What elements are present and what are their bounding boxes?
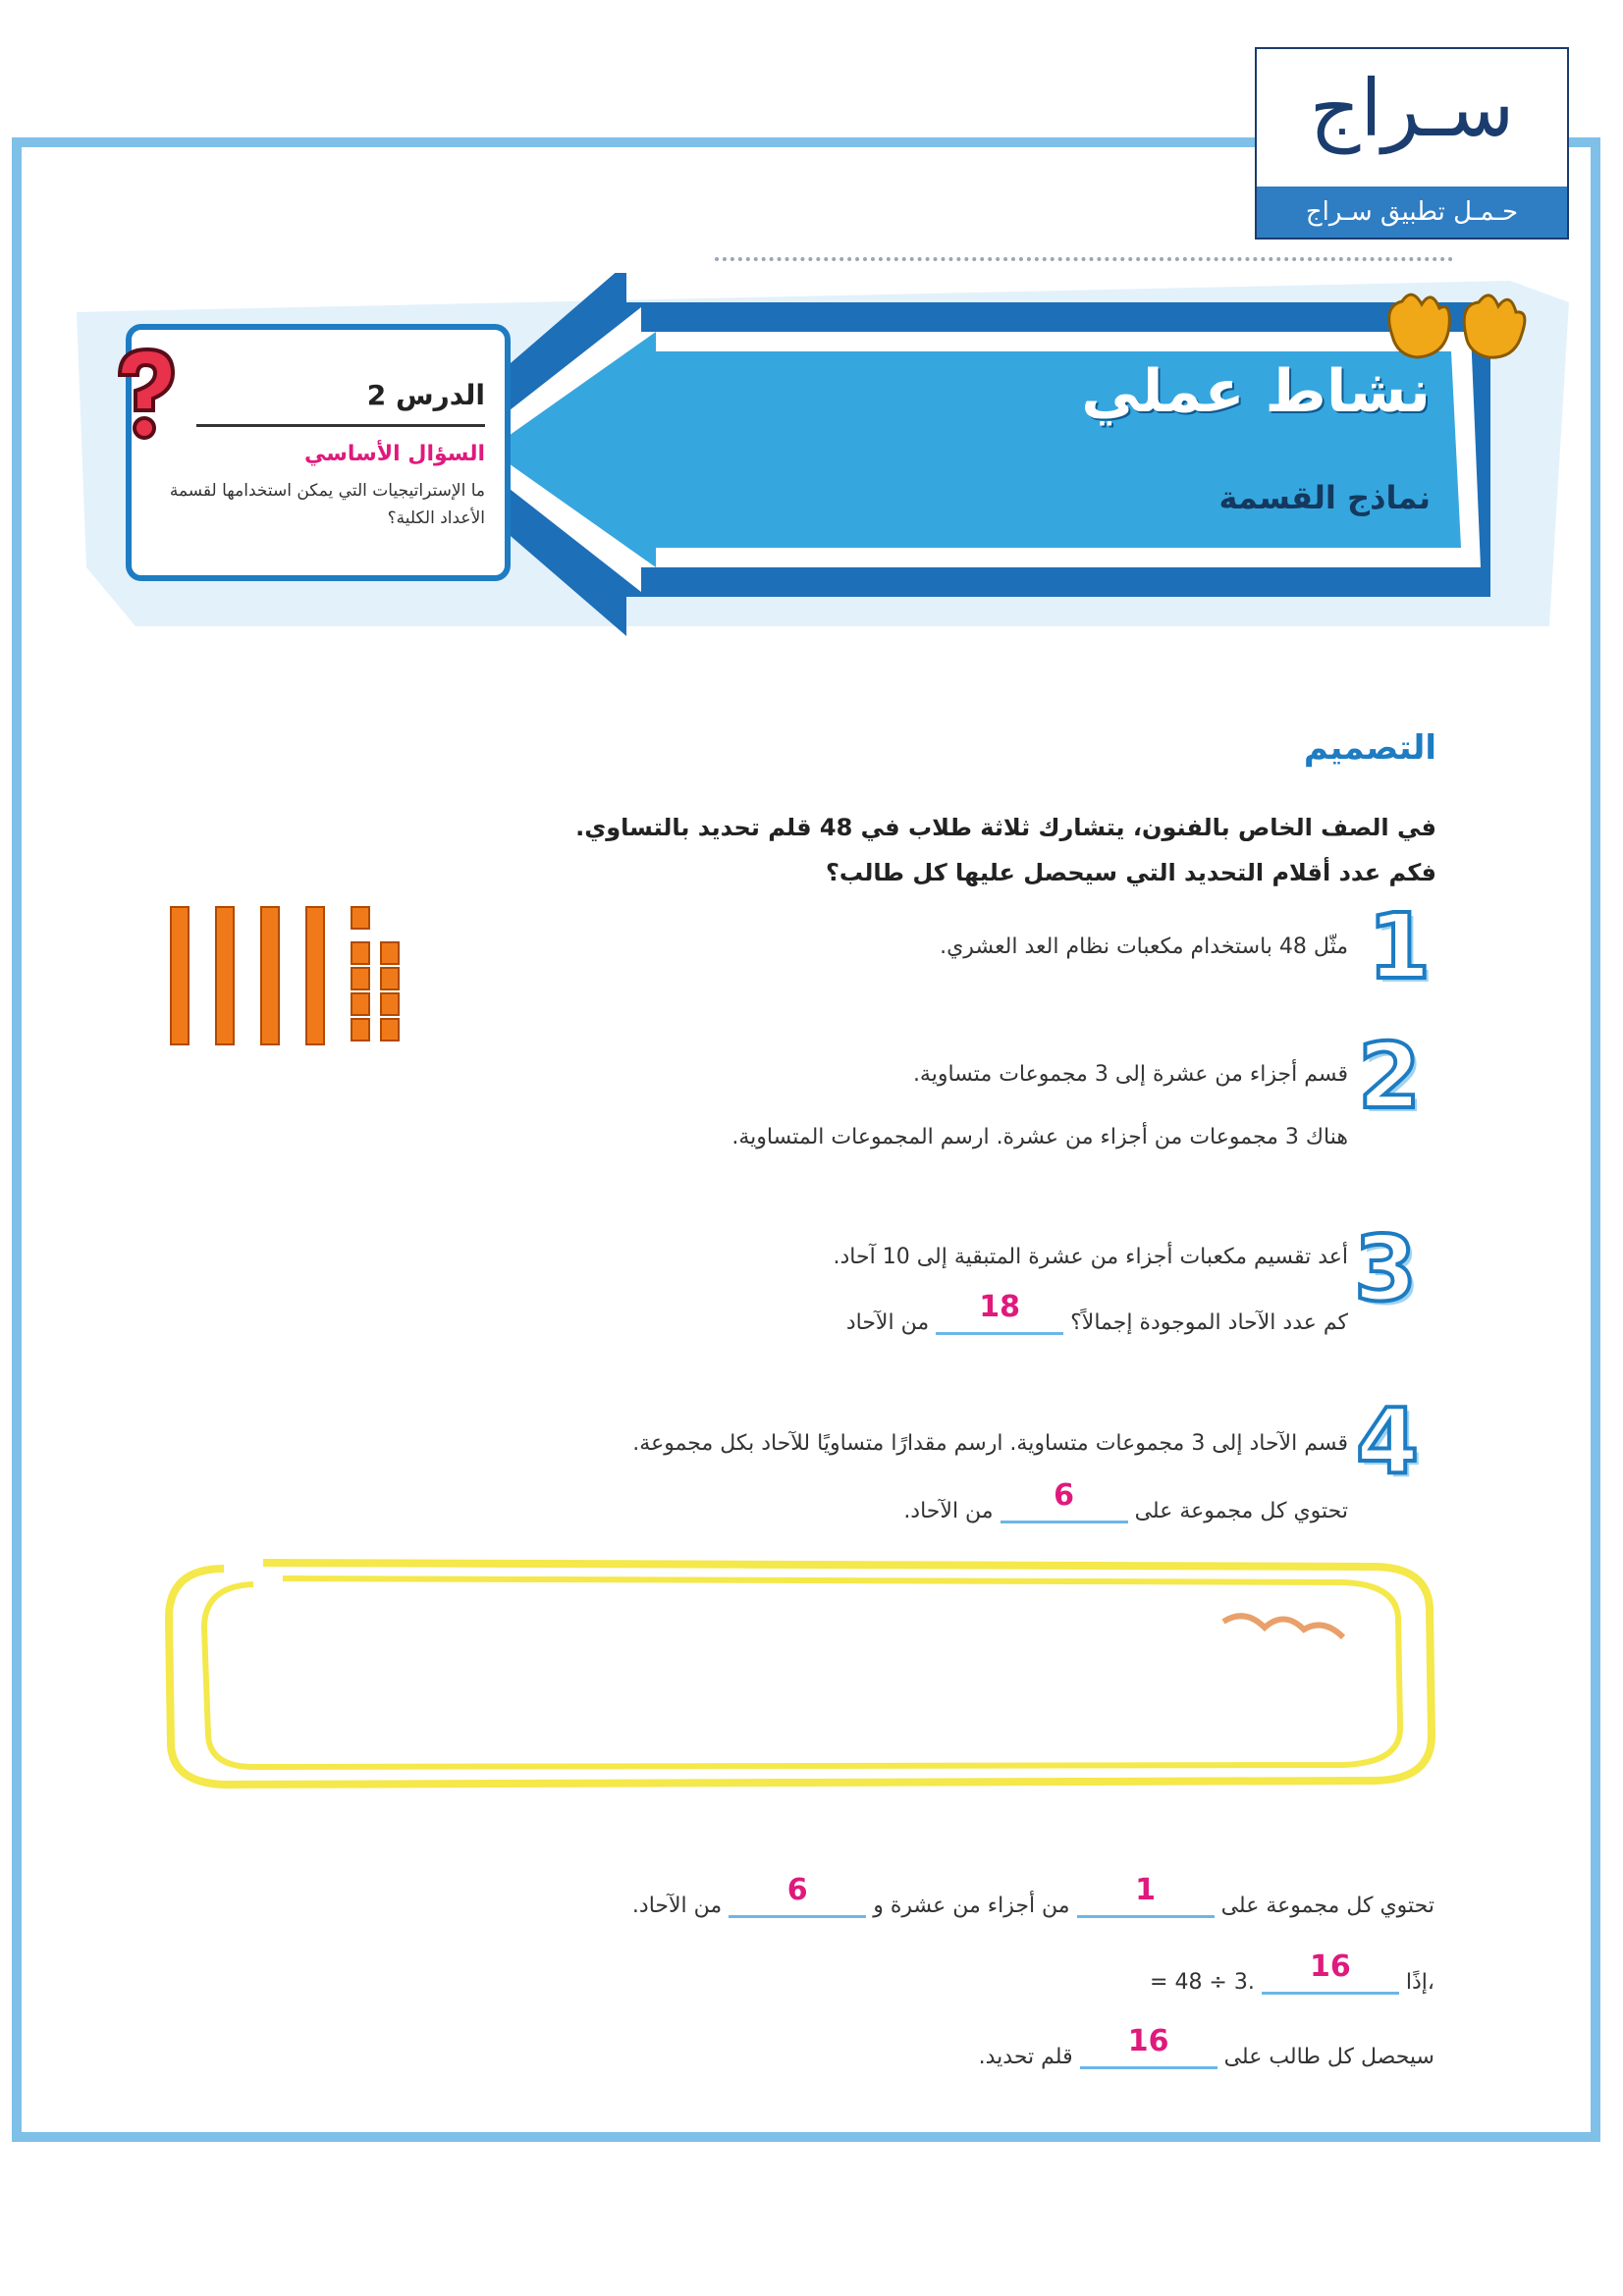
final-answer: 16 bbox=[1127, 2024, 1169, 2058]
step-3-answer: 18 bbox=[979, 1290, 1020, 1324]
one-cube bbox=[381, 993, 399, 1015]
step-2-text-2: هناك 3 مجموعات من أجزاء من عشرة. ارسم المجموعات المتساوية. bbox=[731, 1125, 1348, 1149]
one-cube bbox=[352, 968, 369, 989]
final-answer-blank[interactable] bbox=[1080, 2024, 1217, 2069]
step-1-number: 1 bbox=[1367, 894, 1431, 999]
tenths-answer: 1 bbox=[1135, 1873, 1157, 1907]
step-3-unit: من الآحاد bbox=[845, 1310, 930, 1335]
ten-rod bbox=[216, 907, 234, 1044]
dotted-divider bbox=[715, 257, 1453, 261]
quotient-answer: 16 bbox=[1309, 1949, 1351, 1984]
problem-line-2: فكم عدد أقلام التحديد التي سيحصل عليها كل طالب؟ bbox=[826, 859, 1436, 886]
step-3-number: 3 bbox=[1353, 1216, 1417, 1321]
drawing-area[interactable] bbox=[165, 1559, 1441, 1794]
ten-rod bbox=[171, 907, 189, 1044]
step-4-number: 4 bbox=[1355, 1389, 1419, 1494]
one-cube bbox=[381, 1019, 399, 1041]
step-4-text-2 bbox=[903, 1478, 1348, 1523]
problem-statement bbox=[455, 805, 1436, 895]
essential-question-label: السؤال الأساسي bbox=[304, 442, 485, 466]
one-cube bbox=[352, 993, 369, 1015]
step-2-number: 2 bbox=[1357, 1024, 1421, 1129]
card-divider bbox=[196, 424, 485, 427]
lesson-card bbox=[126, 324, 511, 581]
summary-row-1-mid: من أجزاء من عشرة و bbox=[873, 1894, 1070, 1918]
step-3-text-1: أعد تقسيم مكعبات أجزاء من عشرة المتبقية إلى 10 آحاد. bbox=[833, 1245, 1348, 1269]
one-cube bbox=[352, 907, 369, 929]
section-heading: التصميم bbox=[1303, 728, 1436, 768]
step-2-text-1: قسم أجزاء من عشرة إلى 3 مجموعات متساوية. bbox=[912, 1062, 1348, 1087]
logo-word: سـراج bbox=[1309, 63, 1515, 154]
summary-row-3-start: سيحصل كل طالب على bbox=[1223, 2045, 1434, 2069]
step-4-answer-blank[interactable] bbox=[1001, 1478, 1128, 1523]
one-cube bbox=[352, 942, 369, 964]
summary-row-1-start: تحتوي كل مجموعة على bbox=[1220, 1894, 1434, 1918]
summary-row-2 bbox=[1150, 1949, 1434, 1995]
ones-answer-blank[interactable] bbox=[729, 1873, 866, 1918]
summary-row-1-end: من الآحاد. bbox=[631, 1894, 723, 1918]
essential-question-text: ما الإستراتيجيات التي يمكن استخدامها لقسمة الأعداد الكلية؟ bbox=[169, 481, 485, 528]
siraj-logo[interactable] bbox=[1255, 47, 1569, 240]
tenths-answer-blank[interactable] bbox=[1077, 1873, 1215, 1918]
ten-rod bbox=[306, 907, 324, 1044]
step-1-text: مثّل 48 باستخدام مكعبات نظام العد العشري. bbox=[940, 934, 1348, 959]
ten-rod bbox=[261, 907, 279, 1044]
quotient-answer-blank[interactable] bbox=[1262, 1949, 1399, 1995]
summary-row-1 bbox=[631, 1873, 1434, 1918]
step-3-question: كم عدد الآحاد الموجودة إجمالاً؟ bbox=[1070, 1310, 1348, 1335]
summary-row-3-end: قلم تحديد. bbox=[978, 2045, 1073, 2069]
step-4-unit: من الآحاد. bbox=[903, 1499, 994, 1523]
one-cube bbox=[381, 942, 399, 964]
problem-line-1: في الصف الخاص بالفنون، يتشارك ثلاثة طلاب في 48 قلم تحديد بالتساوي. bbox=[575, 814, 1436, 841]
base-ten-blocks bbox=[167, 903, 422, 1050]
banner-title: نشاط عملي bbox=[1081, 357, 1431, 426]
equation-lead: إذًا، bbox=[1405, 1970, 1434, 1995]
lesson-number: الدرس 2 bbox=[366, 379, 485, 411]
one-cube bbox=[381, 968, 399, 989]
copyright-sidenote bbox=[1528, 1620, 1543, 2032]
equation-text: = 48 ÷ 3. bbox=[1150, 1970, 1255, 1995]
step-3-text-2 bbox=[845, 1290, 1348, 1335]
one-cube bbox=[352, 1019, 369, 1041]
summary-row-3 bbox=[978, 2024, 1434, 2069]
step-4-prompt: تحتوي كل مجموعة على bbox=[1134, 1499, 1348, 1523]
logo-tagline: حـمـل تطبيق سـراج bbox=[1257, 187, 1567, 238]
banner-subtitle: نماذج القسمة bbox=[1218, 479, 1431, 516]
ones-answer: 6 bbox=[786, 1873, 808, 1907]
step-4-answer: 6 bbox=[1054, 1478, 1075, 1513]
step-4-text-1: قسم الآحاد إلى 3 مجموعات متساوية. ارسم مقدارًا متساويًا للآحاد بكل مجموعة. bbox=[632, 1431, 1348, 1456]
step-3-answer-blank[interactable] bbox=[936, 1290, 1063, 1335]
question-mark-icon bbox=[110, 346, 179, 444]
